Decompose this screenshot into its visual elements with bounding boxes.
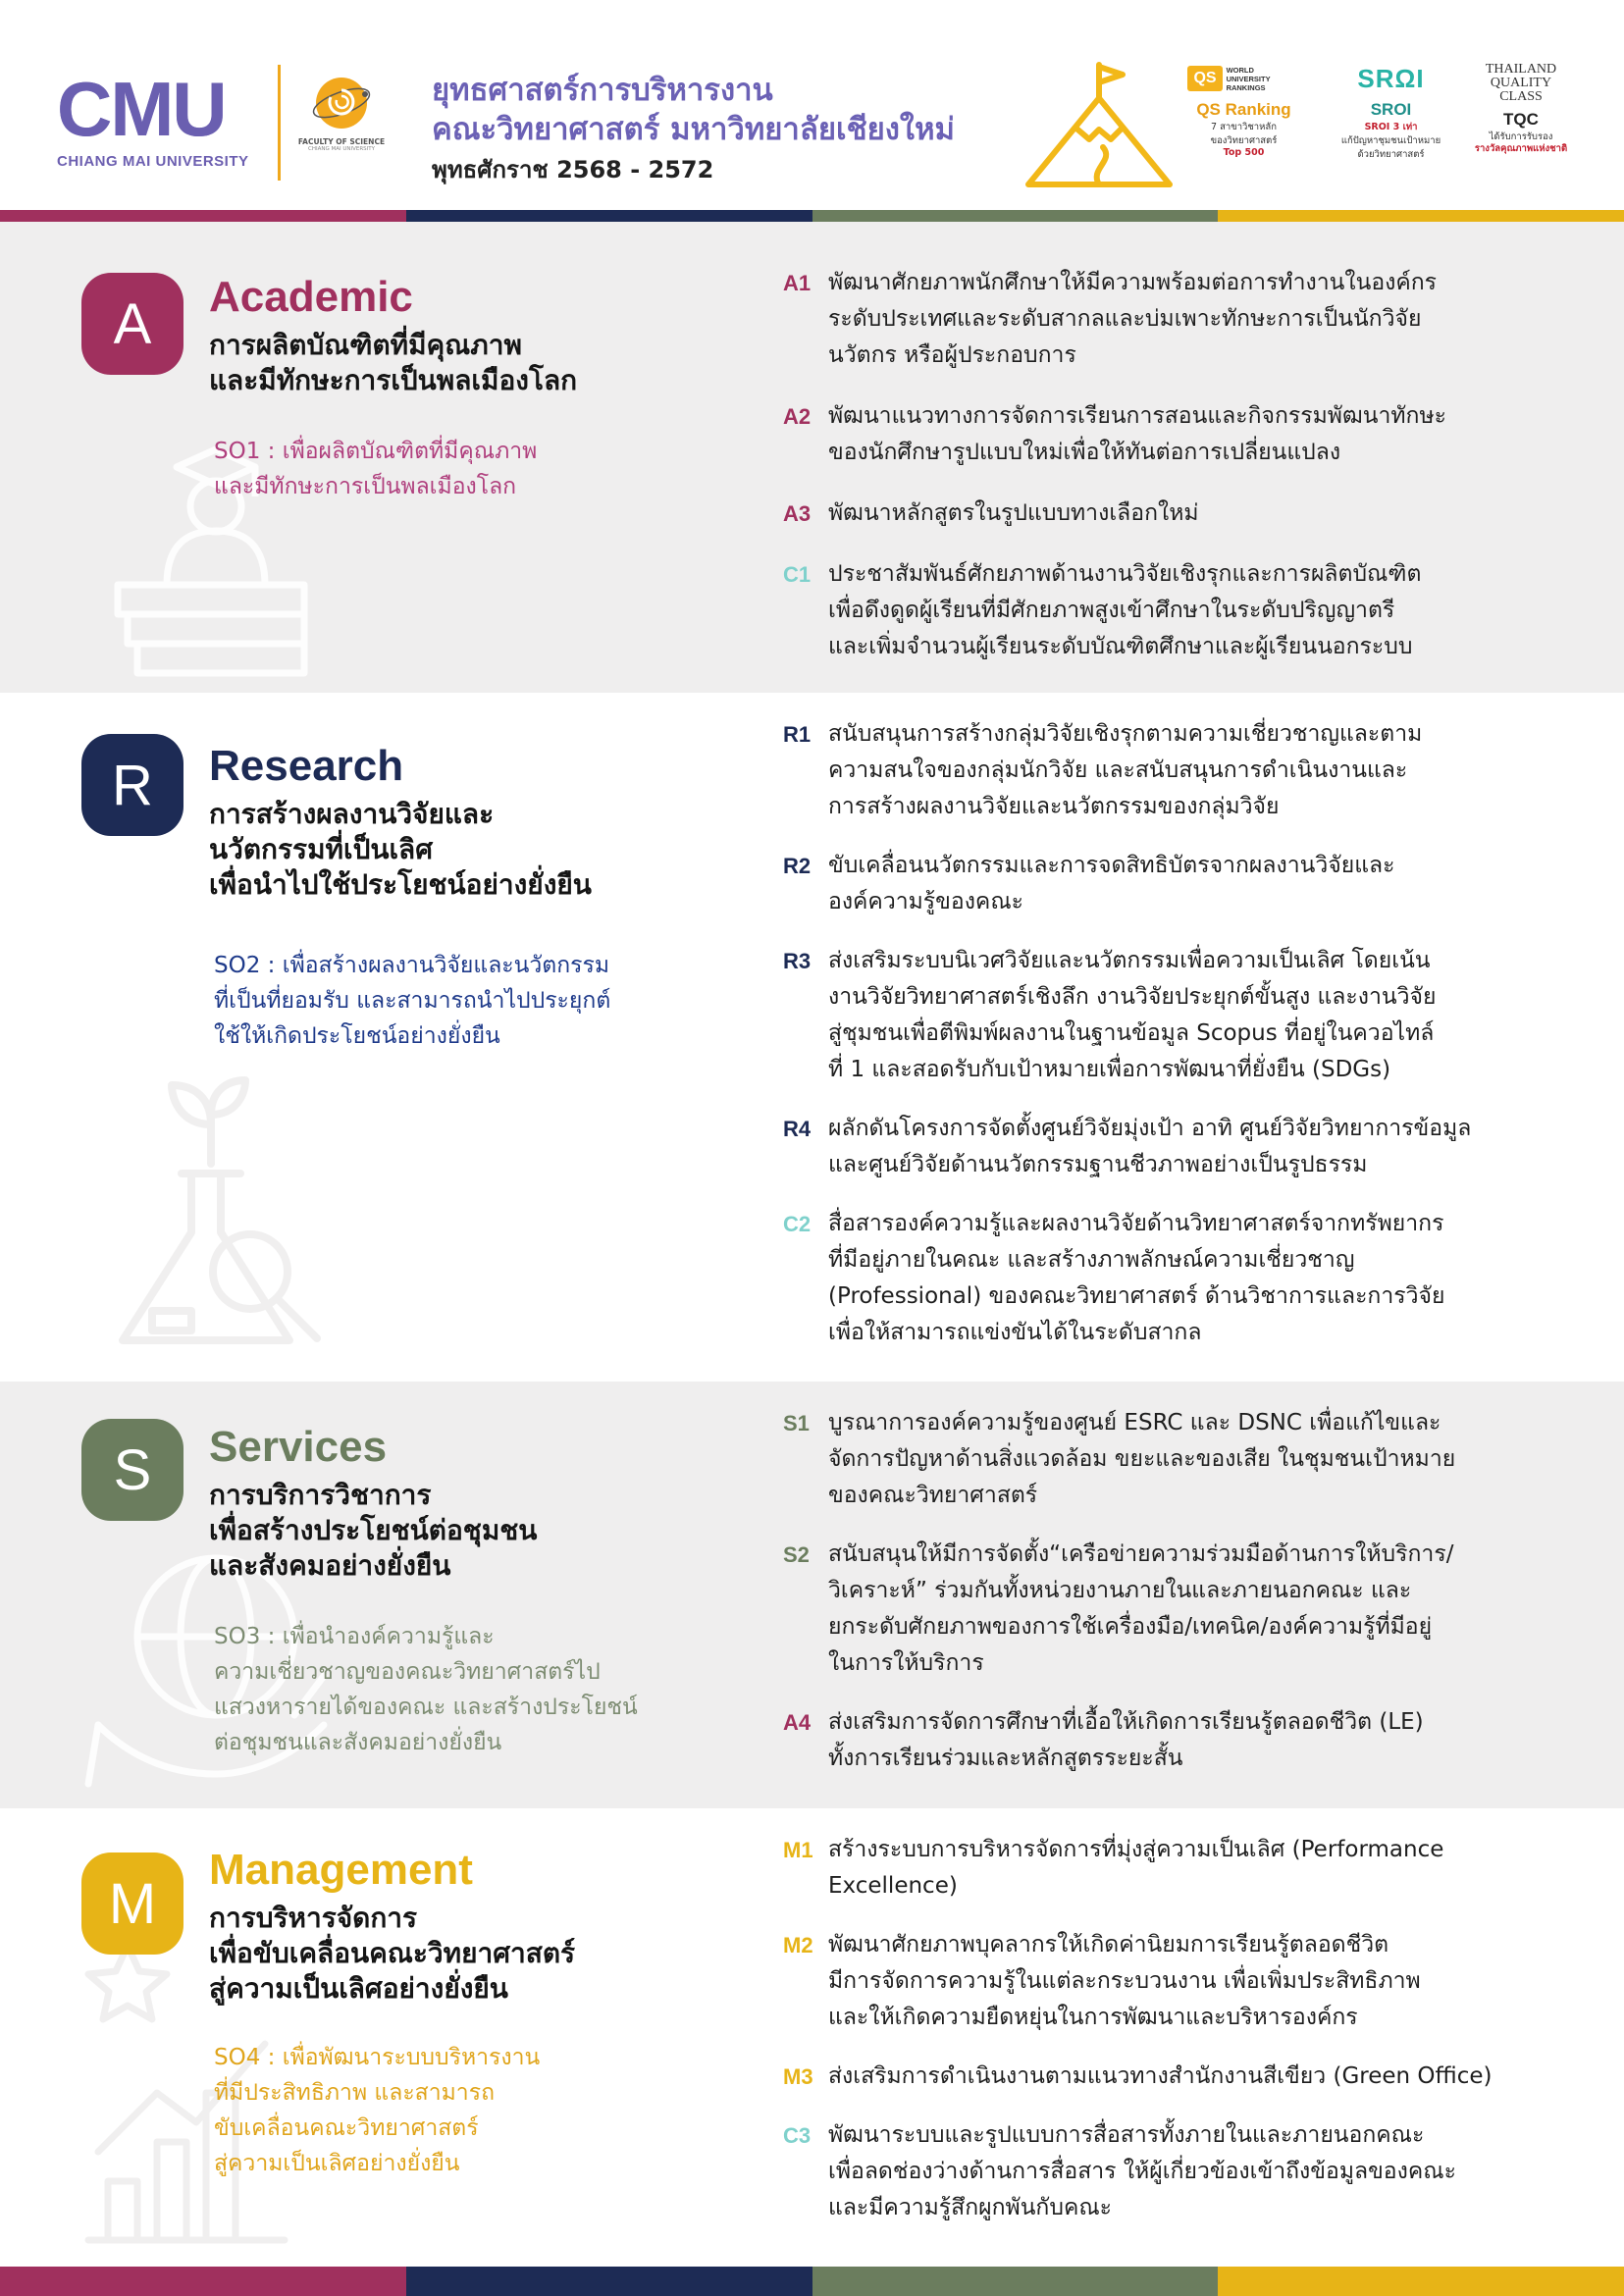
qs-logo-text: WORLD UNIVERSITY RANKINGS — [1226, 65, 1271, 92]
academic-letter-badge — [81, 273, 183, 375]
list-item — [783, 496, 1588, 532]
section-management — [0, 1808, 1624, 2267]
tqc-badge-emphasis: รางวัลคุณภาพแห่งชาติ — [1474, 143, 1568, 154]
academic-letter: A — [113, 291, 152, 356]
item-code: R3 — [783, 949, 812, 973]
management-letter-badge — [81, 1852, 183, 1955]
academic-subtitle-line: การผลิตบัณฑิตที่มีคุณภาพ — [209, 329, 522, 361]
services-subtitle-line: เพื่อสร้างประโยชน์ต่อชุมชน — [209, 1514, 538, 1546]
research-title: Research — [209, 742, 404, 790]
services-so-line: ความเชี่ยวชาญของคณะวิทยาศาสตร์ไป — [214, 1659, 601, 1685]
research-subtitle — [209, 797, 592, 903]
item-text — [828, 943, 1437, 1088]
academic-items — [783, 265, 1588, 665]
list-item — [783, 848, 1588, 920]
item-line: ความสนใจของกลุ่มนักวิจัย และสนับสนุนการดำเนินงานและ — [828, 757, 1408, 783]
mountain-flag-icon — [1021, 59, 1178, 191]
management-items — [783, 1832, 1588, 2226]
qs-ranking-badge — [1182, 63, 1305, 159]
academic-so-line: และมีทักษะการเป็นพลเมืองโลก — [214, 474, 517, 499]
item-line: ที่มีอยู่ภายในคณะ และสร้างภาพลักษณ์ความเชี่ยวชาญ — [828, 1247, 1355, 1273]
management-title: Management — [209, 1846, 473, 1894]
item-code: C3 — [783, 2123, 812, 2148]
list-item — [783, 1704, 1588, 1777]
management-subtitle-line: การบริหารจัดการ — [209, 1902, 418, 1934]
research-so-line: SO2 : เพื่อสร้างผลงานวิจัยและนวัตกรรม — [214, 953, 610, 978]
item-code: R2 — [783, 854, 812, 878]
services-letter: S — [113, 1437, 152, 1502]
item-line: การสร้างผลงานวิจัยและนวัตกรรมของกลุ่มวิจัย — [828, 794, 1280, 819]
item-text — [828, 2117, 1456, 2226]
item-line: สร้างระบบการบริหารจัดการที่มุ่งสู่ความเป็นเลิศ (Performance — [828, 1837, 1444, 1862]
item-line: องค์ความรู้ของคณะ — [828, 889, 1024, 914]
item-line: จัดการปัญหาด้านสิ่งแวดล้อม ขยะและของเสีย ในชุมชนเป้าหมาย — [828, 1446, 1456, 1472]
item-code: S2 — [783, 1542, 810, 1567]
management-so-line: ขับเคลื่อนคณะวิทยาศาสตร์ — [214, 2115, 479, 2141]
top-color-bar — [0, 210, 1624, 222]
item-line: ส่งเสริมการดำเนินงานตามแนวทางสำนักงานสีเขียว (Green Office) — [828, 2063, 1493, 2089]
logo-divider — [278, 65, 281, 181]
item-text — [828, 1206, 1445, 1351]
management-so-line: ที่มีประสิทธิภาพ และสามารถ — [214, 2080, 495, 2106]
services-so-line: SO3 : เพื่อนำองค์ความรู้และ — [214, 1624, 495, 1649]
item-line: สนับสนุนการสร้างกลุ่มวิจัยเชิงรุกตามความเชี่ยวชาญและตาม — [828, 721, 1423, 747]
list-item — [783, 1927, 1588, 2036]
management-subtitle-line: สู่ความเป็นเลิศอย่างยั่งยืน — [209, 1972, 508, 2005]
research-subtitle-line: นวัตกรรมที่เป็นเลิศ — [209, 833, 433, 865]
item-text — [828, 1704, 1424, 1777]
faculty-emblem-icon — [311, 73, 372, 133]
management-subtitle — [209, 1901, 575, 2007]
item-code: C2 — [783, 1212, 812, 1236]
tqc-badge-name: TQC — [1503, 110, 1539, 129]
item-line: ในการให้บริการ — [828, 1650, 984, 1676]
item-line: ของนักศึกษารูปแบบใหม่เพื่อให้ทันต่อการเปลี่ยนแปลง — [828, 440, 1341, 465]
list-item — [783, 398, 1588, 471]
cmu-logo-text: CMU — [57, 71, 258, 147]
item-code: M3 — [783, 2064, 813, 2089]
item-line: นวัตกร หรือผู้ประกอบการ — [828, 342, 1076, 368]
item-code: A2 — [783, 404, 812, 429]
item-code: S1 — [783, 1411, 810, 1435]
item-code: A3 — [783, 501, 812, 526]
item-text — [828, 398, 1446, 471]
list-item — [783, 1832, 1588, 1905]
services-so-line: ต่อชุมชนและสังคมอย่างยั่งยืน — [214, 1730, 502, 1755]
document-title — [432, 71, 955, 186]
flask-plant-illustration-icon — [93, 1056, 348, 1370]
item-line: และศูนย์วิจัยด้านนวัตกรรมฐานชีวภาพอย่างเป็นรูปธรรม — [828, 1152, 1368, 1177]
item-line: Excellence) — [828, 1873, 958, 1899]
sroi-badge — [1330, 63, 1452, 161]
item-line: และมีความรู้สึกผูกพันกับคณะ — [828, 2195, 1113, 2220]
academic-so — [214, 434, 537, 504]
faculty-of-science-logo — [294, 73, 389, 152]
research-so-line: ที่เป็นที่ยอมรับ และสามารถนำไปประยุกต์ — [214, 988, 611, 1014]
item-line: และให้เกิดความยืดหยุ่นในการพัฒนาและบริหารองค์กร — [828, 2005, 1358, 2030]
item-line: สู่ชุมชนเพื่อตีพิมพ์ผลงานในฐานข้อมูล Scopus ที่อยู่ในควอไทล์ — [828, 1020, 1435, 1046]
item-line: พัฒนาระบบและรูปแบบการสื่อสารทั้งภายในและภายนอกคณะ — [828, 2122, 1425, 2148]
list-item — [783, 2059, 1588, 2095]
item-line: บูรณาการองค์ความรู้ของศูนย์ ESRC และ DSNC เพื่อแก้ไขและ — [828, 1410, 1441, 1435]
sroi-badge-desc-3: ด้วยวิทยาศาสตร์ — [1357, 149, 1425, 160]
research-subtitle-line: เพื่อนำไปใช้ประโยชน์อย่างยั่งยืน — [209, 868, 592, 901]
item-line: ประชาสัมพันธ์ศักยภาพด้านงานวิจัยเชิงรุกและการผลิตบัณฑิต — [828, 561, 1422, 587]
tqc-badge-desc: ได้รับการรับรอง — [1489, 131, 1553, 142]
item-line: ยกระดับศักยภาพของการใช้เครื่องมือ/เทคนิค/องค์ความรู้ที่มีอยู่ — [828, 1614, 1433, 1640]
item-line: ผลักดันโครงการจัดตั้งศูนย์วิจัยมุ่งเป้า อาทิ ศูนย์วิจัยวิทยาการข้อมูล — [828, 1116, 1472, 1141]
sroi-badge-desc-1: SROI 3 เท่า — [1364, 122, 1418, 132]
qs-badge-name: QS Ranking — [1196, 100, 1291, 119]
services-subtitle-line: และสังคมอย่างยั่งยืน — [209, 1549, 451, 1582]
page-header — [0, 0, 1624, 210]
item-line: สนับสนุนให้มีการจัดตั้ง“เครือข่ายความร่วมมือด้านการให้บริการ/ — [828, 1541, 1454, 1567]
research-letter-badge — [81, 734, 183, 836]
item-line: มีการจัดการความรู้ในแต่ละกระบวนงาน เพื่อเพิ่มประสิทธิภาพ — [828, 1968, 1421, 1994]
item-line: พัฒนาศักยภาพบุคลากรให้เกิดค่านิยมการเรียนรู้ตลอดชีวิต — [828, 1932, 1389, 1957]
item-line: ส่งเสริมระบบนิเวศวิจัยและนวัตกรรมเพื่อความเป็นเลิศ โดยเน้น — [828, 948, 1431, 973]
qs-badge-desc-2: ของวิทยาศาสตร์ — [1210, 135, 1278, 146]
item-text — [828, 1405, 1455, 1514]
item-line: สื่อสารองค์ความรู้และผลงานวิจัยด้านวิทยาศาสตร์จากทรัพยากร — [828, 1211, 1444, 1236]
item-line: พัฒนาศักยภาพนักศึกษาให้มีความพร้อมต่อการทำงานในองค์กร — [828, 270, 1438, 295]
item-code: A1 — [783, 271, 812, 295]
section-academic — [0, 222, 1624, 693]
list-item — [783, 265, 1588, 374]
item-text — [828, 716, 1422, 825]
tqc-logo-mark — [1452, 63, 1590, 110]
services-title: Services — [209, 1423, 388, 1471]
list-item — [783, 556, 1588, 665]
item-line: ระดับประเทศและระดับสากลและบ่มเพาะทักษะการเป็นนักวิจัย — [828, 306, 1422, 332]
list-item — [783, 716, 1588, 825]
qs-badge-desc-1: 7 สาขาวิชาหลัก — [1211, 122, 1277, 132]
item-text — [828, 1111, 1471, 1183]
item-text — [828, 265, 1437, 374]
tqc-badge — [1452, 63, 1590, 155]
list-item — [783, 1537, 1588, 1682]
academic-so-line: SO1 : เพื่อผลิตบัณฑิตที่มีคุณภาพ — [214, 439, 538, 464]
item-text — [828, 1927, 1421, 2036]
item-line: ของคณะวิทยาศาสตร์ — [828, 1483, 1038, 1508]
research-items — [783, 716, 1588, 1351]
item-line: เพื่อดึงดูดผู้เรียนที่มีศักยภาพสูงเข้าศึกษาในระดับปริญญาตรี — [828, 598, 1395, 623]
academic-title: Academic — [209, 273, 413, 321]
services-subtitle-line: การบริการวิชาการ — [209, 1479, 432, 1511]
sroi-logo-mark: SRΩI — [1357, 64, 1425, 93]
list-item — [783, 2117, 1588, 2226]
item-text — [828, 2059, 1493, 2095]
management-subtitle-line: เพื่อขับเคลื่อนคณะวิทยาศาสตร์ — [209, 1937, 576, 1969]
item-code: C1 — [783, 562, 812, 587]
list-item — [783, 943, 1588, 1088]
sroi-badge-desc-2: แก้ปัญหาชุมชนเป้าหมาย — [1340, 135, 1441, 146]
item-line: และเพิ่มจำนวนผู้เรียนระดับบัณฑิตศึกษาและผู้เรียนนอกระบบ — [828, 634, 1413, 659]
management-so-line: สู่ความเป็นเลิศอย่างยั่งยืน — [214, 2151, 460, 2176]
title-line-2: คณะวิทยาศาสตร์ มหาวิทยาลัยเชียงใหม่ — [432, 112, 955, 147]
item-line: พัฒนาหลักสูตรในรูปแบบทางเลือกใหม่ — [828, 500, 1199, 526]
item-text — [828, 1832, 1443, 1905]
item-text — [828, 556, 1421, 665]
item-line: เพื่อลดช่องว่างด้านการสื่อสาร ให้ผู้เกี่ยวข้องเข้าถึงข้อมูลของคณะ — [828, 2159, 1456, 2184]
research-so-line: ใช้ให้เกิดประโยชน์อย่างยั่งยืน — [214, 1023, 500, 1049]
list-item — [783, 1206, 1588, 1351]
tqc-logo-line2: QUALITY — [1490, 76, 1552, 90]
management-letter: M — [108, 1871, 157, 1936]
item-code: M2 — [783, 1933, 813, 1957]
item-line: (Professional) ของคณะวิทยาศาสตร์ ด้านวิชาการและการวิจัย — [828, 1283, 1445, 1309]
bottom-color-bar — [0, 2267, 1624, 2296]
item-line: งานวิจัยวิทยาศาสตร์เชิงลึก งานวิจัยประยุกต์ขั้นสูง และงานวิจัย — [828, 984, 1437, 1010]
item-code: R1 — [783, 722, 812, 747]
qs-badge-emphasis: Top 500 — [1223, 147, 1265, 158]
list-item — [783, 1111, 1588, 1183]
item-line: ส่งเสริมการจัดการศึกษาที่เอื้อให้เกิดการเรียนรู้ตลอดชีวิต (LE) — [828, 1709, 1424, 1735]
item-text — [828, 496, 1199, 532]
cmu-logo — [57, 66, 258, 170]
faculty-logo-line2: CHIANG MAI UNIVERSITY — [307, 146, 376, 152]
research-so — [214, 948, 610, 1054]
item-line: เพื่อให้สามารถแข่งขันได้ในระดับสากล — [828, 1320, 1202, 1345]
qs-logo-mark: QS — [1187, 66, 1222, 91]
management-so — [214, 2040, 540, 2181]
academic-subtitle-line: และมีทักษะการเป็นพลเมืองโลก — [209, 364, 578, 396]
section-research — [0, 693, 1624, 1382]
faculty-logo-line1: FACULTY OF SCIENCE — [297, 137, 386, 146]
services-letter-badge — [81, 1419, 183, 1521]
item-line: ที่ 1 และสอดรับกับเป้าหมายเพื่อการพัฒนาที่ยั่งยืน (SDGs) — [828, 1057, 1391, 1082]
management-so-line: SO4 : เพื่อพัฒนาระบบบริหารงาน — [214, 2045, 541, 2070]
item-text — [828, 1537, 1453, 1682]
tqc-logo-line3: CLASS — [1499, 89, 1543, 104]
item-line: ทั้งการเรียนร่วมและหลักสูตรระยะสั้น — [828, 1746, 1183, 1771]
services-subtitle — [209, 1478, 537, 1584]
item-code: M1 — [783, 1838, 813, 1862]
cmu-logo-subtitle: CHIANG MAI UNIVERSITY — [57, 153, 249, 170]
item-code: R4 — [783, 1117, 812, 1141]
sroi-badge-name: SROI — [1370, 100, 1412, 119]
item-code: A4 — [783, 1710, 812, 1735]
section-services — [0, 1382, 1624, 1808]
item-line: วิเคราะห์” ร่วมกันทั้งหน่วยงานภายในและภายนอกคณะ และ — [828, 1578, 1412, 1603]
list-item — [783, 1405, 1588, 1514]
research-letter: R — [112, 753, 153, 817]
item-text — [828, 848, 1394, 920]
services-items — [783, 1405, 1588, 1777]
services-so-line: แสวงหารายได้ของคณะ และสร้างประโยชน์ — [214, 1695, 638, 1720]
item-line: ขับเคลื่อนนวัตกรรมและการจดสิทธิบัตรจากผลงานวิจัยและ — [828, 853, 1395, 878]
title-year-range: พุทธศักราช 2568 - 2572 — [432, 156, 714, 183]
academic-subtitle — [209, 328, 577, 398]
services-so — [214, 1619, 638, 1760]
item-line: พัฒนาแนวทางการจัดการเรียนการสอนและกิจกรรมพัฒนาทักษะ — [828, 403, 1446, 429]
title-line-1: ยุทธศาสตร์การบริหารงาน — [432, 73, 773, 108]
tqc-logo-line1: THAILAND — [1485, 62, 1557, 77]
research-subtitle-line: การสร้างผลงานวิจัยและ — [209, 798, 495, 830]
